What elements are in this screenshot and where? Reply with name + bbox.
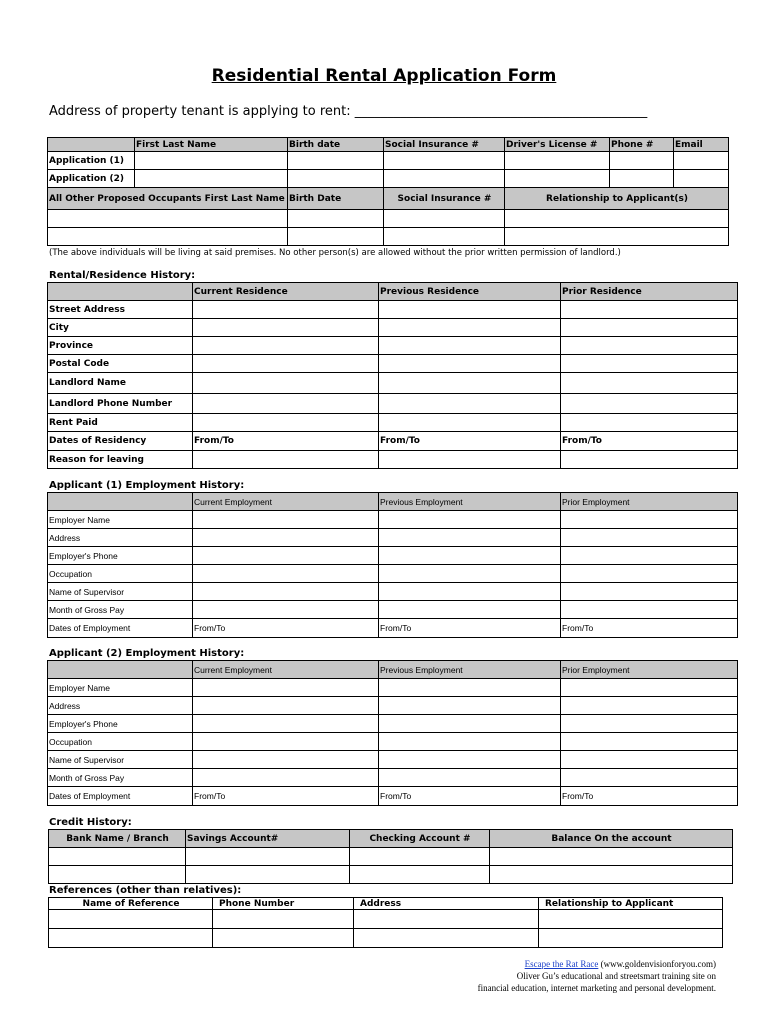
header-current-employment: Current Employment (193, 493, 379, 511)
header-reference-relationship: Relationship to Applicant (539, 898, 723, 910)
input-cell[interactable] (379, 565, 561, 583)
input-cell[interactable] (505, 210, 729, 228)
input-cell[interactable] (561, 679, 738, 697)
header-reference-address: Address (354, 898, 539, 910)
input-cell[interactable] (135, 152, 288, 170)
row-label-address: Address (48, 697, 193, 715)
credit-history-title: Credit History: (49, 817, 132, 828)
from-to-cell[interactable]: From/To (193, 619, 379, 638)
employment-1-header-blank (48, 493, 193, 511)
from-to-cell[interactable]: From/To (193, 787, 379, 806)
rental-history-table (47, 282, 738, 469)
input-cell[interactable] (539, 910, 723, 929)
footer-url: (www.goldenvisionforyou.com) (598, 959, 716, 969)
applicants-header-blank (48, 138, 135, 152)
input-cell[interactable] (288, 170, 384, 188)
input-cell[interactable] (561, 373, 738, 394)
header-bank-name: Bank Name / Branch (49, 830, 186, 848)
input-cell[interactable] (379, 355, 561, 373)
input-cell[interactable] (193, 751, 379, 769)
rental-header-blank (48, 283, 193, 301)
employment-1-table (47, 492, 738, 638)
row-label-rent-paid: Rent Paid (48, 414, 193, 432)
input-cell[interactable] (193, 355, 379, 373)
input-cell[interactable] (674, 152, 729, 170)
input-cell[interactable] (379, 529, 561, 547)
references-title: References (other than relatives): (49, 885, 242, 896)
input-cell[interactable] (49, 848, 186, 866)
header-occupant-social-insurance: Social Insurance # (384, 188, 505, 210)
input-cell[interactable] (49, 910, 213, 929)
input-cell[interactable] (193, 319, 379, 337)
input-cell[interactable] (561, 451, 738, 469)
input-cell[interactable] (186, 866, 350, 884)
header-occupant-birth-date: Birth Date (288, 188, 384, 210)
input-cell[interactable] (561, 733, 738, 751)
header-savings-account: Savings Account# (186, 830, 350, 848)
from-to-cell[interactable]: From/To (379, 432, 561, 451)
employment-2-title: Applicant (2) Employment History: (49, 648, 245, 659)
input-cell[interactable] (193, 715, 379, 733)
header-birth-date: Birth date (288, 138, 384, 152)
row-label-employer-name: Employer Name (48, 511, 193, 529)
input-cell[interactable] (193, 733, 379, 751)
from-to-cell[interactable]: From/To (193, 432, 379, 451)
row-label-dates-of-employment: Dates of Employment (48, 619, 193, 638)
input-cell[interactable] (379, 394, 561, 414)
header-balance-on-account: Balance On the account (490, 830, 733, 848)
footer-line-3: financial education, internet marketing and personal development. (477, 983, 716, 993)
input-cell[interactable] (379, 337, 561, 355)
input-cell[interactable] (561, 337, 738, 355)
input-cell[interactable] (193, 583, 379, 601)
row-label-landlord-phone: Landlord Phone Number (48, 394, 193, 414)
header-current-residence: Current Residence (193, 283, 379, 301)
row-label-address: Address (48, 529, 193, 547)
input-cell[interactable] (193, 601, 379, 619)
header-checking-account: Checking Account # (350, 830, 490, 848)
employment-1-title: Applicant (1) Employment History: (49, 480, 245, 491)
header-name-of-reference: Name of Reference (49, 898, 213, 910)
input-cell[interactable] (379, 679, 561, 697)
input-cell[interactable] (539, 929, 723, 948)
input-cell[interactable] (354, 910, 539, 929)
from-to-cell[interactable]: From/To (561, 787, 738, 806)
employment-2-header-blank (48, 661, 193, 679)
input-cell[interactable] (193, 697, 379, 715)
footer-line-2: Oliver Gu’s educational and streetsmart training site on (516, 971, 716, 981)
input-cell[interactable] (379, 733, 561, 751)
input-cell[interactable] (379, 373, 561, 394)
input-cell[interactable] (379, 601, 561, 619)
input-cell[interactable] (561, 547, 738, 565)
input-cell[interactable] (490, 866, 733, 884)
row-label-application-1: Application (1) (48, 152, 135, 170)
header-relationship-to-applicant: Relationship to Applicant(s) (505, 188, 729, 210)
input-cell[interactable] (193, 529, 379, 547)
input-cell[interactable] (48, 228, 288, 246)
row-label-postal-code: Postal Code (48, 355, 193, 373)
input-cell[interactable] (379, 769, 561, 787)
input-cell[interactable] (561, 529, 738, 547)
row-label-name-of-supervisor: Name of Supervisor (48, 751, 193, 769)
applicants-table (47, 137, 729, 246)
row-label-city: City (48, 319, 193, 337)
input-cell[interactable] (193, 451, 379, 469)
row-label-employers-phone: Employer's Phone (48, 547, 193, 565)
input-cell[interactable] (561, 715, 738, 733)
input-cell[interactable] (193, 337, 379, 355)
input-cell[interactable] (505, 152, 610, 170)
header-previous-employment: Previous Employment (379, 493, 561, 511)
input-cell[interactable] (49, 866, 186, 884)
input-cell[interactable] (561, 769, 738, 787)
input-cell[interactable] (561, 511, 738, 529)
input-cell[interactable] (561, 601, 738, 619)
input-cell[interactable] (610, 170, 674, 188)
input-cell[interactable] (561, 565, 738, 583)
input-cell[interactable] (193, 301, 379, 319)
rental-history-title: Rental/Residence History: (49, 270, 196, 281)
property-address-line: Address of property tenant is applying to rent: _____________________________________________ (49, 104, 648, 119)
input-cell[interactable] (561, 751, 738, 769)
input-cell[interactable] (674, 170, 729, 188)
row-label-dates-of-residency: Dates of Residency (48, 432, 193, 451)
header-drivers-license: Driver's License # (505, 138, 610, 152)
input-cell[interactable] (213, 929, 354, 948)
footer-line-1 (478, 958, 716, 970)
input-cell[interactable] (379, 301, 561, 319)
header-current-employment: Current Employment (193, 661, 379, 679)
input-cell[interactable] (49, 929, 213, 948)
row-label-name-of-supervisor: Name of Supervisor (48, 583, 193, 601)
input-cell[interactable] (384, 152, 505, 170)
input-cell[interactable] (350, 848, 490, 866)
occupants-note: (The above individuals will be living at said premises. No other person(s) are allowed without the prior written permission of landlord.) (49, 248, 621, 258)
form-title: Residential Rental Application Form (211, 66, 557, 86)
input-cell[interactable] (505, 228, 729, 246)
input-cell[interactable] (379, 451, 561, 469)
input-cell[interactable] (193, 511, 379, 529)
header-social-insurance: Social Insurance # (384, 138, 505, 152)
input-cell[interactable] (193, 565, 379, 583)
row-label-occupation: Occupation (48, 733, 193, 751)
input-cell[interactable] (490, 848, 733, 866)
header-previous-employment: Previous Employment (379, 661, 561, 679)
input-cell[interactable] (379, 697, 561, 715)
input-cell[interactable] (379, 511, 561, 529)
employment-2-table (47, 660, 738, 806)
footer (478, 958, 716, 994)
row-label-employer-name: Employer Name (48, 679, 193, 697)
input-cell[interactable] (379, 751, 561, 769)
from-to-cell[interactable]: From/To (379, 787, 561, 806)
from-to-cell[interactable]: From/To (561, 619, 738, 638)
input-cell[interactable] (379, 414, 561, 432)
input-cell[interactable] (505, 170, 610, 188)
input-cell[interactable] (379, 715, 561, 733)
row-label-landlord-name: Landlord Name (48, 373, 193, 394)
header-prior-residence: Prior Residence (561, 283, 738, 301)
input-cell[interactable] (379, 547, 561, 565)
header-reference-phone: Phone Number (213, 898, 354, 910)
credit-history-table (48, 829, 733, 884)
input-cell[interactable] (354, 929, 539, 948)
header-phone: Phone # (610, 138, 674, 152)
input-cell[interactable] (288, 210, 384, 228)
input-cell[interactable] (561, 319, 738, 337)
input-cell[interactable] (193, 394, 379, 414)
input-cell[interactable] (193, 414, 379, 432)
input-cell[interactable] (379, 583, 561, 601)
input-cell[interactable] (213, 910, 354, 929)
input-cell[interactable] (288, 152, 384, 170)
header-email: Email (674, 138, 729, 152)
row-label-province: Province (48, 337, 193, 355)
row-label-month-of-gross-pay: Month of Gross Pay (48, 601, 193, 619)
input-cell[interactable] (193, 547, 379, 565)
input-cell[interactable] (561, 583, 738, 601)
input-cell[interactable] (135, 170, 288, 188)
header-previous-residence: Previous Residence (379, 283, 561, 301)
input-cell[interactable] (288, 228, 384, 246)
input-cell[interactable] (561, 697, 738, 715)
input-cell[interactable] (384, 170, 505, 188)
references-table (48, 897, 723, 948)
input-cell[interactable] (48, 210, 288, 228)
row-label-dates-of-employment: Dates of Employment (48, 787, 193, 806)
header-other-occupants: All Other Proposed Occupants First Last Name (48, 188, 288, 210)
input-cell[interactable] (193, 679, 379, 697)
input-cell[interactable] (610, 152, 674, 170)
row-label-employers-phone: Employer's Phone (48, 715, 193, 733)
from-to-cell[interactable]: From/To (379, 619, 561, 638)
input-cell[interactable] (384, 228, 505, 246)
row-label-reason-for-leaving: Reason for leaving (48, 451, 193, 469)
input-cell[interactable] (193, 373, 379, 394)
row-label-street-address: Street Address (48, 301, 193, 319)
input-cell[interactable] (561, 355, 738, 373)
row-label-occupation: Occupation (48, 565, 193, 583)
header-prior-employment: Prior Employment (561, 493, 738, 511)
from-to-cell[interactable]: From/To (561, 432, 738, 451)
input-cell[interactable] (350, 866, 490, 884)
input-cell[interactable] (561, 414, 738, 432)
input-cell[interactable] (379, 319, 561, 337)
input-cell[interactable] (561, 301, 738, 319)
input-cell[interactable] (193, 769, 379, 787)
input-cell[interactable] (384, 210, 505, 228)
row-label-month-of-gross-pay: Month of Gross Pay (48, 769, 193, 787)
row-label-application-2: Application (2) (48, 170, 135, 188)
escape-rat-race-link[interactable]: Escape the Rat Race (524, 959, 599, 969)
input-cell[interactable] (561, 394, 738, 414)
header-prior-employment: Prior Employment (561, 661, 738, 679)
header-first-last-name: First Last Name (135, 138, 288, 152)
input-cell[interactable] (186, 848, 350, 866)
